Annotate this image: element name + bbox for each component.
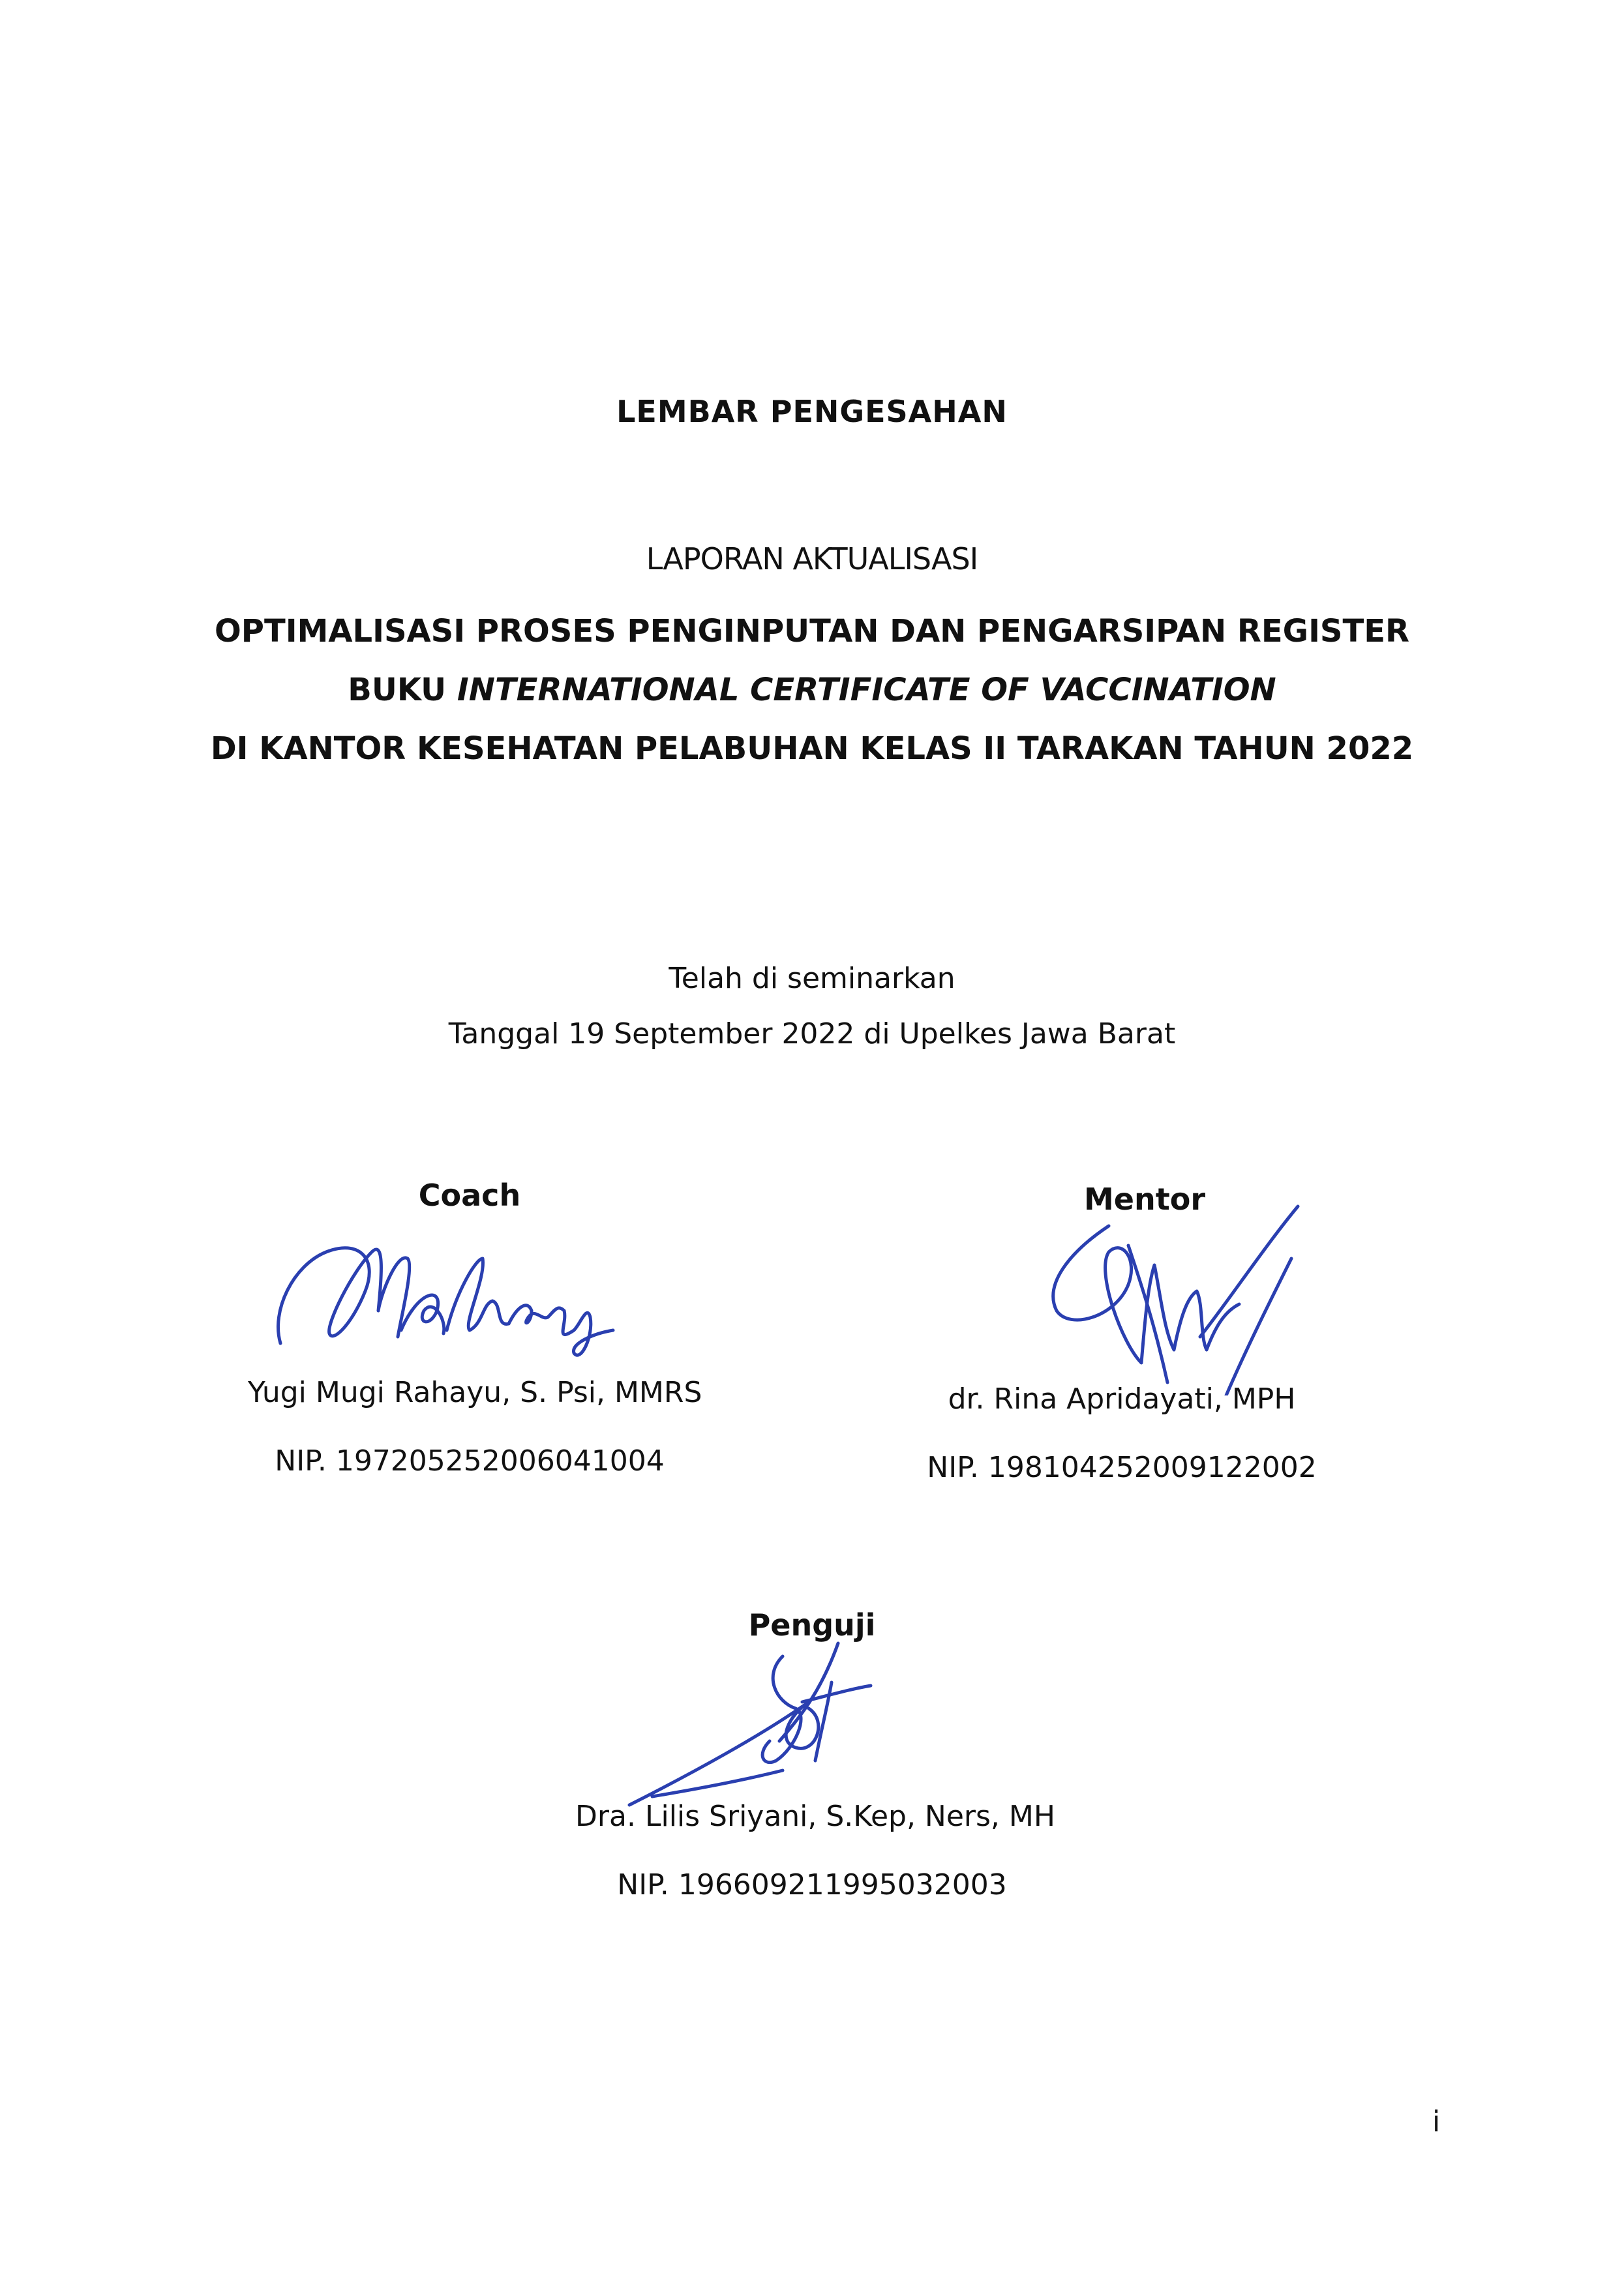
report-title-line-2-prefix: BUKU [348, 672, 457, 708]
coach-role: Coach [418, 1178, 521, 1213]
mentor-name: dr. Rina Apridayati, MPH [948, 1382, 1296, 1416]
page-number: i [1432, 2105, 1441, 2138]
report-title-line-3: DI KANTOR KESEHATAN PELABUHAN KELAS II TARAKAN TAHUN 2022 [210, 730, 1414, 767]
seminar-date-location: Tanggal 19 September 2022 di Upelkes Jawa Barat [448, 1017, 1176, 1051]
coach-nip: NIP. 197205252006041004 [275, 1444, 665, 1478]
examiner-name: Dra. Lilis Sriyani, S.Kep, Ners, MH [575, 1800, 1055, 1833]
report-title-line-2-italic: INTERNATIONAL CERTIFICATE OF VACCINATION [457, 672, 1276, 708]
examiner-nip: NIP. 196609211995032003 [617, 1868, 1007, 1901]
report-title-line-1: OPTIMALISASI PROSES PENGINPUTAN DAN PENGARSIPAN REGISTER [215, 613, 1409, 649]
mentor-signature-icon [1030, 1187, 1317, 1395]
coach-signature-icon [267, 1213, 633, 1369]
report-title-line-2 [0, 672, 1624, 708]
mentor-role: Mentor [1084, 1182, 1205, 1217]
examiner-signature-icon [613, 1630, 887, 1826]
examiner-role: Penguji [748, 1607, 876, 1643]
coach-name: Yugi Mugi Rahayu, S. Psi, MMRS [248, 1376, 702, 1409]
page-title: LEMBAR PENGESAHAN [616, 394, 1008, 429]
seminar-statement: Telah di seminarkan [669, 962, 955, 995]
mentor-nip: NIP. 198104252009122002 [927, 1451, 1317, 1484]
report-type: LAPORAN AKTUALISASI [646, 541, 978, 576]
